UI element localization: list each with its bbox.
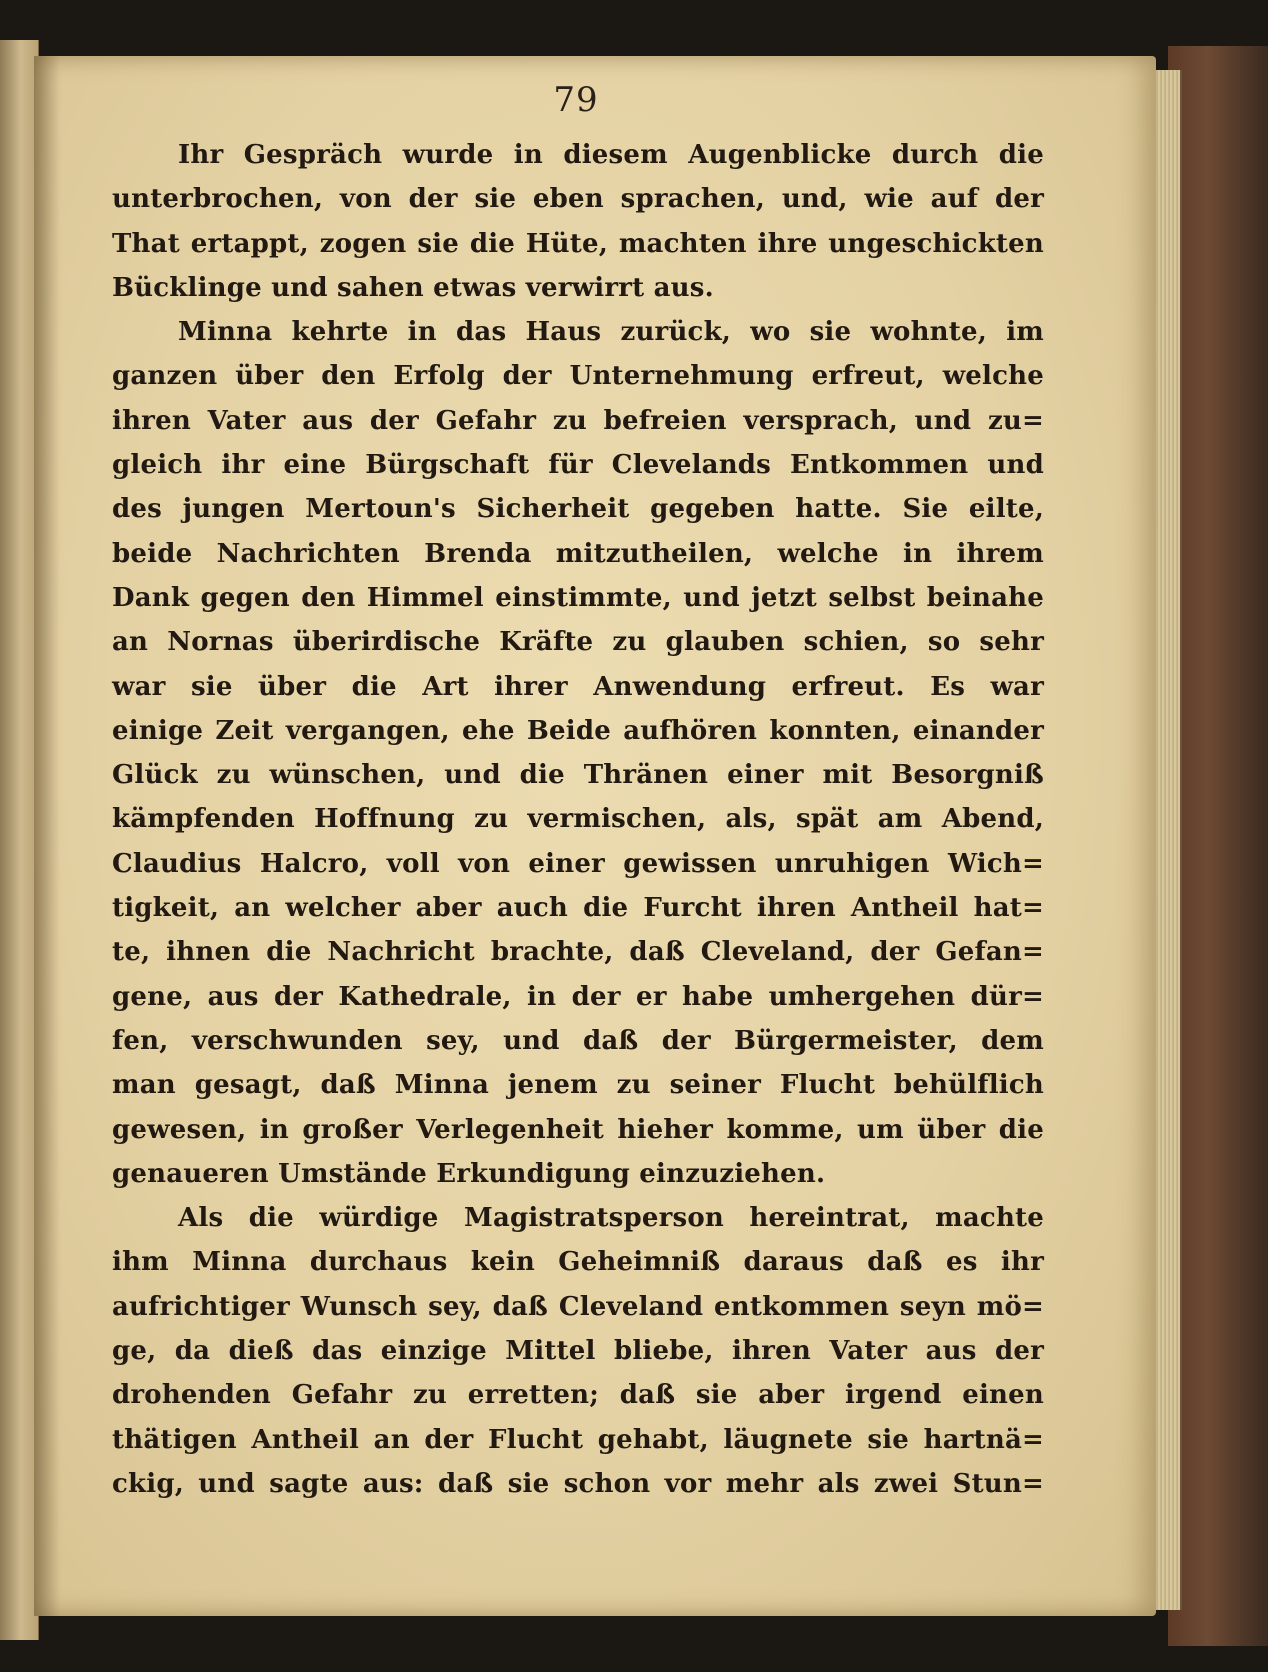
text-line: Claudius Halcro, voll von einer gewissen unruhigen Wich= [112, 848, 1044, 879]
text-line: Dank gegen den Himmel einstimmte, und jetzt selbst beinahe [112, 582, 1044, 613]
text-line: fen, verschwunden sey, und daß der Bürgermeister, dem [112, 1025, 1044, 1056]
text-line: ihren Vater aus der Gefahr zu befreien versprach, und zu= [112, 405, 1044, 436]
text-line: Minna kehrte in das Haus zurück, wo sie wohnte, im [178, 317, 1044, 348]
page-number: 79 [553, 80, 599, 120]
text-line: man gesagt, daß Minna jenem zu seiner Flucht behülflich [112, 1070, 1044, 1101]
text-line: ihm Minna durchaus kein Geheimniß daraus daß es ihr [112, 1247, 1044, 1278]
text-line: te, ihnen die Nachricht brachte, daß Cleveland, der Gefan= [112, 937, 1044, 968]
text-line: That ertappt, zogen sie die Hüte, machten ihre ungeschickten [112, 228, 1044, 259]
text-line: einige Zeit vergangen, ehe Beide aufhören konnten, einander [112, 715, 1044, 746]
text-line: thätigen Antheil an der Flucht gehabt, läugnete sie hartnä= [112, 1424, 1044, 1455]
text-line: gleich ihr eine Bürgschaft für Clevelands Entkommen und [112, 450, 1044, 481]
text-line: des jungen Mertoun's Sicherheit gegeben hatte. Sie eilte, [112, 494, 1044, 525]
text-line: aufrichtiger Wunsch sey, daß Cleveland entkommen seyn mö= [112, 1291, 1044, 1322]
text-line: gene, aus der Kathedrale, in der er habe umhergehen dür= [112, 981, 1044, 1012]
page-body-text [112, 133, 1044, 1506]
text-line: Als die würdige Magistratsperson hereintrat, machte [178, 1203, 1044, 1234]
text-line: ge, da dieß das einzige Mittel bliebe, ihren Vater aus der [112, 1336, 1044, 1367]
text-line: genaueren Umstände Erkundigung einzuziehen. [112, 1158, 826, 1189]
gutter-shadow [34, 56, 60, 1616]
text-line: unterbrochen, von der sie eben sprachen, und, wie auf der [112, 184, 1044, 215]
text-line: gewesen, in großer Verlegenheit hieher komme, um über die [112, 1114, 1044, 1145]
text-line: kämpfenden Hoffnung zu vermischen, als, spät am Abend, [112, 804, 1044, 835]
text-line: war sie über die Art ihrer Anwendung erfreut. Es war [112, 671, 1044, 702]
text-line: ganzen über den Erfolg der Unternehmung erfreut, welche [112, 361, 1044, 392]
book-cover-edge [1168, 46, 1268, 1646]
text-line: beide Nachrichten Brenda mitzutheilen, welche in ihrem [112, 538, 1044, 569]
text-line: Ihr Gespräch wurde in diesem Augenblicke durch die [178, 140, 1044, 170]
text-line: Glück zu wünschen, und die Thränen einer mit Besorgniß [112, 760, 1044, 791]
text-line: tigkeit, an welcher aber auch die Furcht ihren Antheil hat= [112, 893, 1044, 924]
text-line: ckig, und sagte aus: daß sie schon vor mehr als zwei Stun= [112, 1468, 1044, 1499]
text-line: Bücklinge und sahen etwas verwirrt aus. [112, 272, 714, 303]
text-line: drohenden Gefahr zu erretten; daß sie aber irgend einen [112, 1380, 1044, 1411]
text-line: an Nornas überirdische Kräfte zu glauben schien, so sehr [112, 627, 1044, 658]
